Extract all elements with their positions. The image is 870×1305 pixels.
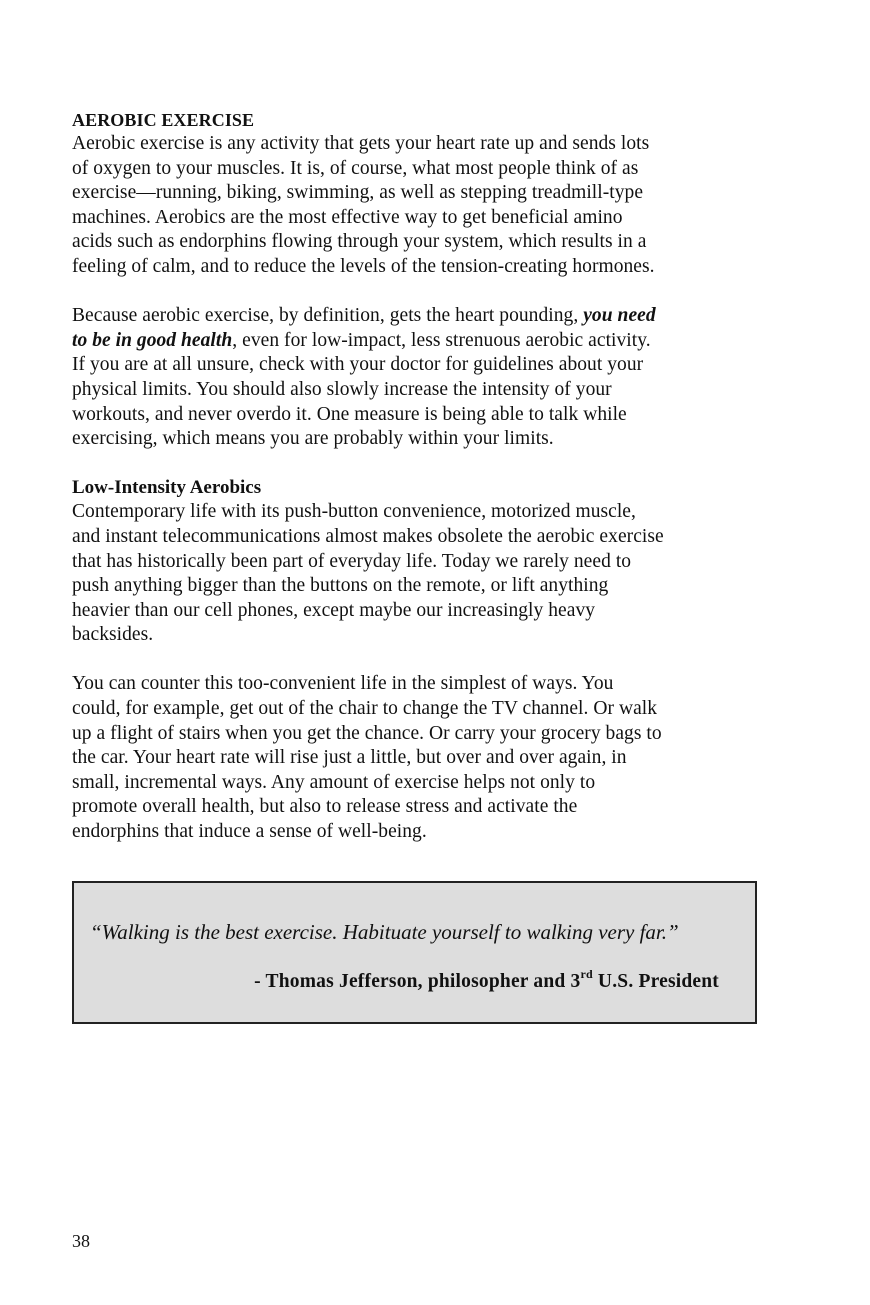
attribution-text: - Thomas Jefferson, philosopher and 3 (254, 971, 581, 992)
paragraph-spacer (72, 452, 772, 477)
text-line: up a flight of stairs when you get the chance. Or carry your grocery bags to (72, 722, 662, 744)
emphasis-text: to be in good health (72, 329, 233, 351)
text-line: feeling of calm, and to reduce the levels of the tension-creating hormones. (72, 255, 655, 277)
text-run: Because aerobic exercise, by definition, gets the heart pounding, (72, 305, 584, 327)
page-body (72, 108, 772, 845)
section-heading-aerobic-exercise: AEROBIC EXERCISE (72, 110, 255, 130)
text-line: exercise—running, biking, swimming, as well as stepping treadmill-type (72, 182, 644, 204)
text-line: backsides. (72, 624, 154, 646)
text-line: machines. Aerobics are the most effective way to get beneficial amino (72, 206, 623, 228)
text-line: Aerobic exercise is any activity that gets your heart rate up and sends lots (72, 133, 650, 154)
emphasis-text: you need (583, 305, 656, 327)
text-line: small, incremental ways. Any amount of exercise helps not only to (72, 771, 596, 793)
ordinal-suffix: rd (580, 966, 593, 981)
text-line: and instant telecommunications almost makes obsolete the aerobic exercise (72, 525, 664, 547)
text-line: heavier than our cell phones, except maybe our increasingly heavy (72, 599, 596, 621)
text-line: that has historically been part of everyday life. Today we rarely need to (72, 550, 632, 572)
text-line: acids such as endorphins flowing through your system, which results in a (72, 231, 647, 253)
quote-attribution (254, 966, 719, 995)
page-number: 38 (72, 1231, 90, 1251)
text-line: If you are at all unsure, check with your doctor for guidelines about your (72, 354, 644, 376)
text-line: endorphins that induce a sense of well-being. (72, 821, 427, 843)
text-line: could, for example, get out of the chair to change the TV channel. Or walk (72, 698, 658, 720)
quote-text: “Walking is the best exercise. Habituate yourself to walking very far.” (90, 920, 679, 944)
text-line: physical limits. You should also slowly increase the intensity of your (72, 378, 612, 400)
text-line: exercising, which means you are probably within your limits. (72, 428, 554, 450)
paragraph-counter-convenience (72, 672, 772, 844)
text-line: the car. Your heart rate will rise just a little, but over and over again, in (72, 747, 627, 769)
paragraph-good-health (72, 304, 772, 452)
text-line: Contemporary life with its push-button convenience, motorized muscle, (72, 501, 636, 523)
text-run: , even for low-impact, less strenuous aerobic activity. (232, 329, 651, 351)
text-line: workouts, and never overdo it. One measure is being able to talk while (72, 403, 627, 425)
text-line: of oxygen to your muscles. It is, of course, what most people think of as (72, 157, 639, 179)
text-line: You can counter this too-convenient life in the simplest of ways. You (72, 673, 614, 695)
paragraph-contemporary-life (72, 500, 772, 648)
paragraph-spacer (72, 648, 772, 673)
quote-box (72, 881, 757, 1024)
paragraph-aerobic-intro (72, 132, 772, 280)
paragraph-spacer (72, 280, 772, 305)
text-line (72, 329, 772, 354)
text-line: push anything bigger than the buttons on the remote, or lift anything (72, 575, 609, 597)
text-line (72, 304, 772, 329)
text-line: promote overall health, but also to release stress and activate the (72, 796, 578, 818)
attribution-title: U.S. President (592, 971, 719, 992)
section-heading-low-intensity: Low-Intensity Aerobics (72, 477, 262, 499)
